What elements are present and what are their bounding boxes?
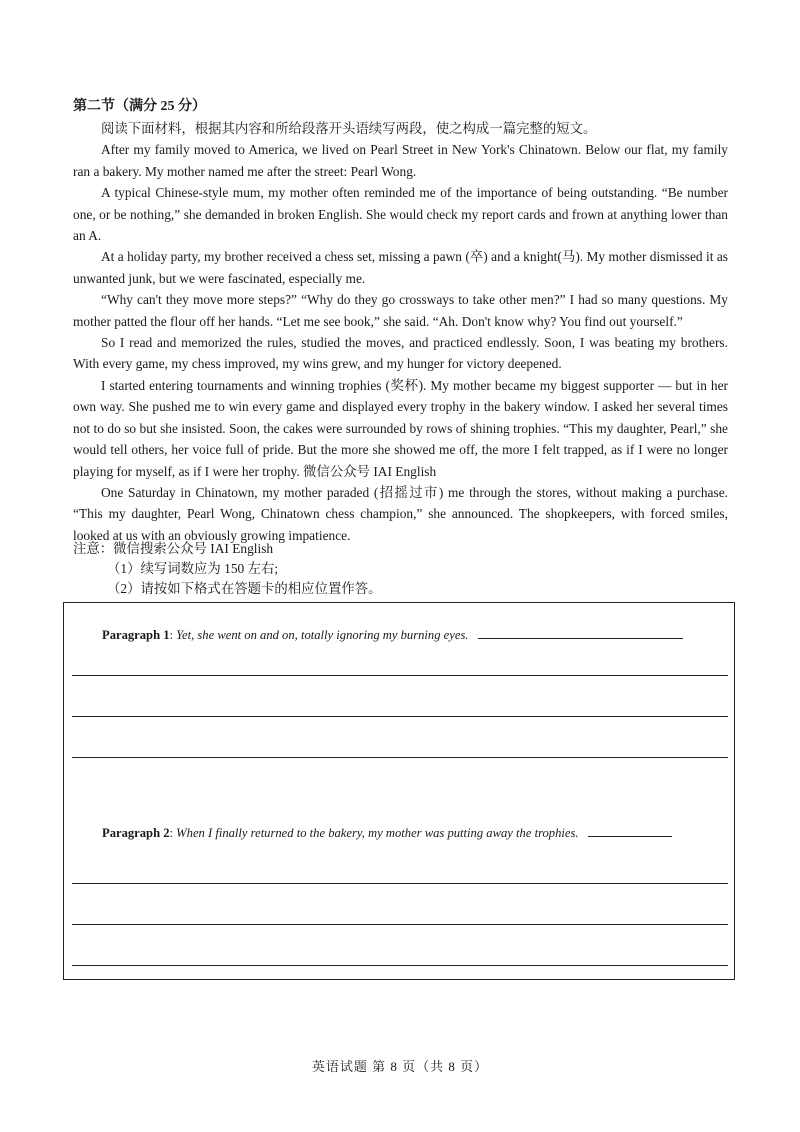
passage-paragraph: After my family moved to America, we lived on Pearl Street in New York's Chinatown. Below our flat, my family ran a bakery. My mother named me after the street: Pearl Wong.	[73, 142, 728, 179]
writing-line[interactable]	[72, 675, 728, 676]
paragraph-2-prompt: Paragraph 2: When I finally returned to the bakery, my mother was putting away the trophies.	[102, 825, 672, 841]
writing-line[interactable]	[588, 835, 672, 837]
paragraph-1-opening: Yet, she went on and on, totally ignoring my burning eyes.	[176, 628, 469, 642]
passage-paragraph: One Saturday in Chinatown, my mother paraded (招摇过市) me through the stores, without making a purchase. “This my daughter, Pearl Wong, Chinatown chess champion,” she announced. The shopkeepers, with forced smiles, looked at us with an obviously growing impatience.	[73, 484, 728, 543]
passage-paragraph: I started entering tournaments and winning trophies (奖杯). My mother became my biggest supporter — but in her own way. She pushed me to win every game and displayed every trophy in the bakery window. I asked her several times not to do so but she insisted. Soon, the cakes were surrounded by rows of shining trophies. “This my daughter, Pearl,” she would tell others, her voice full of pride. But the more she showed me off, the more I felt trapped, as if I were no longer playing for myself, as if I were her trophy. 微信公众号 IAI English	[73, 377, 728, 479]
page-footer: 英语试题 第 8 页（共 8 页）	[311, 1059, 489, 1074]
reading-passage	[73, 118, 728, 546]
paragraph-1-prompt: Paragraph 1: Yet, she went on and on, totally ignoring my burning eyes.	[102, 627, 683, 643]
passage-paragraph: So I read and memorized the rules, studied the moves, and practiced endlessly. Soon, I was beating my brothers. With every game, my chess improved, my wins grew, and my hunger for victory deepened.	[73, 335, 728, 372]
writing-line[interactable]	[478, 637, 683, 639]
section-title: 第二节（满分 25 分）	[73, 99, 206, 114]
passage-paragraph: “Why can't they move more steps?” “Why do they go crossways to take other men?” I had so many questions. My mother patted the flour off her hands. “Let me see book,” she said. “Ah. Don't know why? You find out yourself.”	[73, 292, 728, 329]
note-item: （2）请按如下格式在答题卡的相应位置作答。	[107, 581, 382, 596]
notes	[73, 539, 382, 599]
paragraph-1-label: Paragraph 1	[102, 628, 170, 642]
passage-paragraph: At a holiday party, my brother received a chess set, missing a pawn (卒) and a knight(马). My mother dismissed it as unwanted junk, but we were fascinated, especially me.	[73, 249, 728, 286]
instruction-paragraph: 阅读下面材料，根据其内容和所给段落开头语续写两段，使之构成一篇完整的短文。	[101, 121, 597, 136]
writing-line[interactable]	[72, 924, 728, 925]
note-item: （1）续写词数应为 150 左右;	[107, 561, 279, 576]
passage-paragraph: A typical Chinese-style mum, my mother often reminded me of the importance of being outstanding. “Be number one, or be nothing,” she demanded in broken English. She would check my report cards and frown at anything lower than an A.	[73, 185, 728, 244]
notes-heading: 注意：微信搜索公众号 IAI English	[73, 541, 274, 556]
writing-line[interactable]	[72, 883, 728, 884]
paragraph-2-label: Paragraph 2	[102, 826, 170, 840]
paragraph-2-opening: When I finally returned to the bakery, my mother was putting away the trophies.	[176, 826, 579, 840]
writing-line[interactable]	[72, 757, 728, 758]
answer-box	[63, 602, 735, 980]
writing-line[interactable]	[72, 965, 728, 966]
writing-line[interactable]	[72, 716, 728, 717]
